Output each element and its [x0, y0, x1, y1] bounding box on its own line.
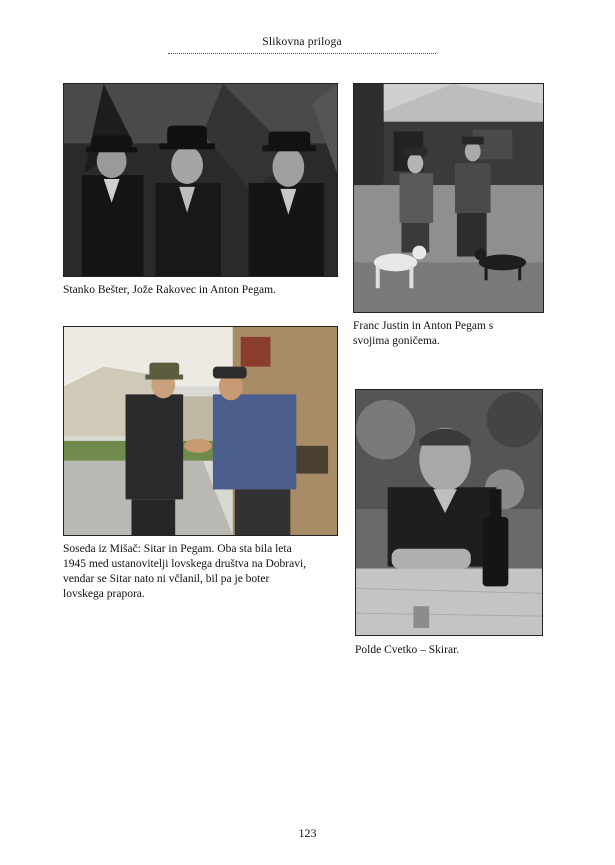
header-divider: [168, 53, 436, 54]
caption-man-at-table: Polde Cvetko – Skirar.: [355, 644, 460, 656]
photo-neighbours: [63, 326, 338, 536]
caption-three-hunters: Stanko Bešter, Jože Rakovec in Anton Pegam.: [63, 284, 276, 296]
running-header: Slikovna priloga: [262, 36, 342, 48]
caption-hunters-with-dogs: Franc Justin in Anton Pegam s svojima goničema.: [353, 320, 494, 347]
caption-neighbours: Soseda iz Mišač: Sitar in Pegam. Oba sta bila leta 1945 med ustanovitelji lovskega društva na Dobravi, vendar se Sitar nato ni včlanil, bil pa je boter lovskega prapora.: [63, 543, 307, 600]
page-number: 123: [298, 826, 317, 840]
photo-three-hunters: [63, 83, 338, 277]
photo-man-at-table: [355, 389, 543, 636]
photo-hunters-with-dogs: [353, 83, 544, 313]
